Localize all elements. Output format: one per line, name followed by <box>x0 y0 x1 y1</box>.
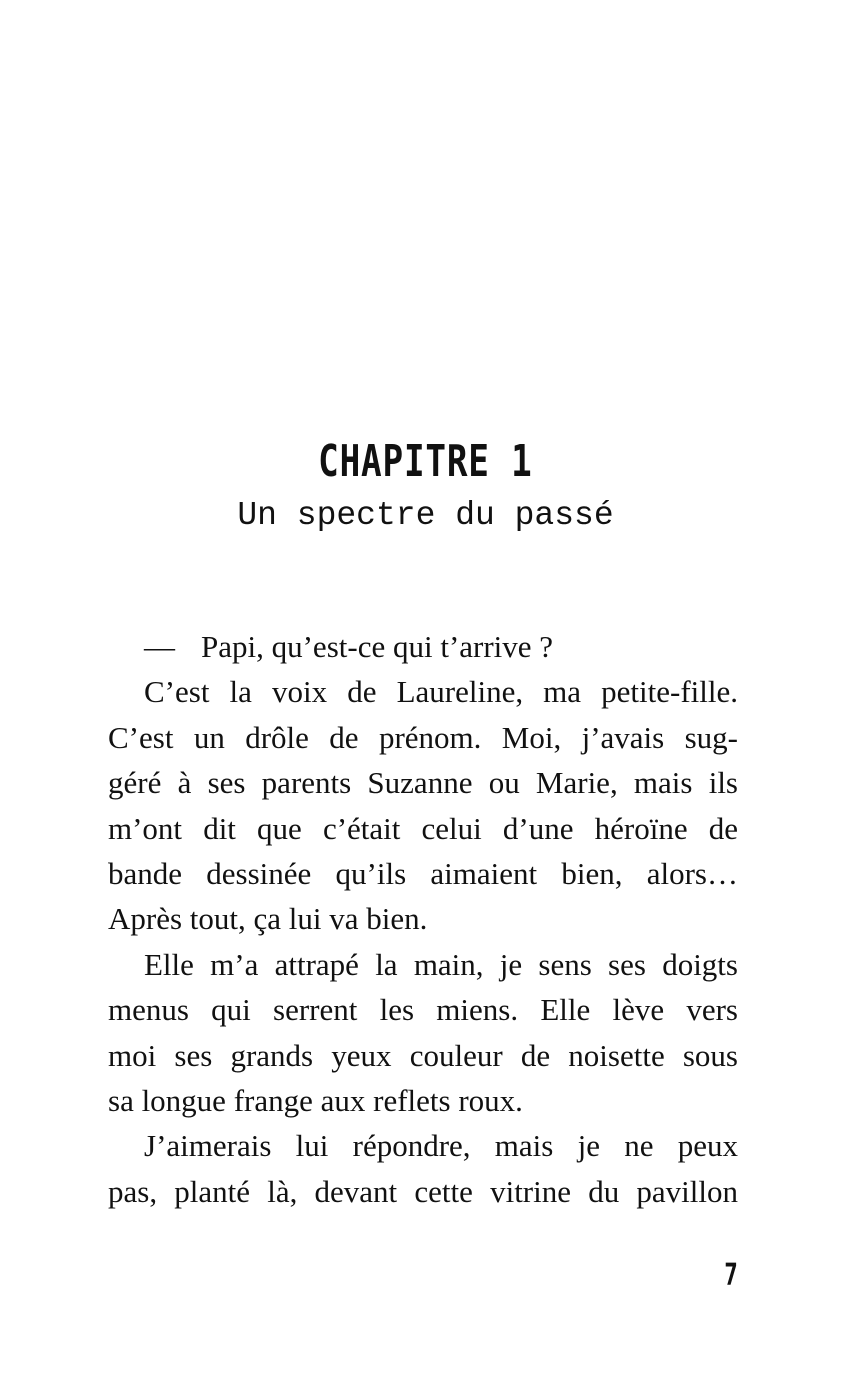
text-line: C’est un drôle de prénom. Moi, j’avais sug- <box>108 719 738 755</box>
chapter-subtitle: Un spectre du passé <box>237 497 614 534</box>
text-line: Après tout, ça lui va bien. <box>108 901 428 937</box>
text-line: J’aimerais lui répondre, mais je ne peux <box>144 1128 738 1164</box>
dialogue-text: Papi, qu’est-ce qui t’arrive ? <box>201 629 554 664</box>
dialogue-dash: — <box>144 629 175 664</box>
text-line: menus qui serrent les miens. Elle lève vers <box>108 992 738 1028</box>
text-line: m’ont dit que c’était celui d’une héroïne de <box>108 810 738 846</box>
text-line: géré à ses parents Suzanne ou Marie, mais ils <box>108 765 738 801</box>
body-text <box>108 624 738 1214</box>
text-line: bande dessinée qu’ils aimaient bien, alors… <box>108 855 738 891</box>
page-number: 7 <box>724 1258 738 1293</box>
text-line: Elle m’a attrapé la main, je sens ses doigts <box>144 946 738 982</box>
chapter-heading: CHAPITRE 1 <box>318 436 533 487</box>
text-line: pas, planté là, devant cette vitrine du pavillon <box>108 1173 738 1209</box>
text-line: moi ses grands yeux couleur de noisette sous <box>108 1037 738 1073</box>
text-line: sa longue frange aux reflets roux. <box>108 1082 523 1118</box>
dialogue-line <box>108 624 738 669</box>
text-line: C’est la voix de Laureline, ma petite-fille. <box>144 674 738 710</box>
